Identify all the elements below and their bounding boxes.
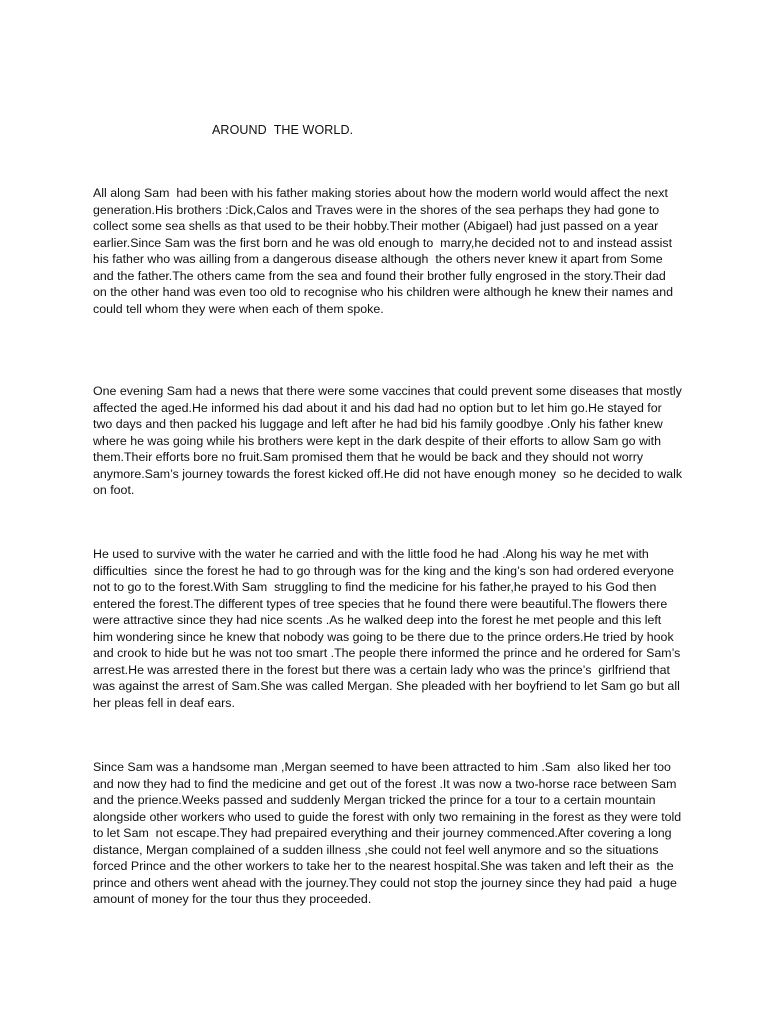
document-title: AROUND THE WORLD.: [212, 123, 354, 137]
paragraph-2: One evening Sam had a news that there were some vaccines that could prevent some diseases that mostly affected the aged.He informed his dad about it and his dad had no option but to let him go.He stayed for two days and then packed his luggage and left after he had bid his family goodbye .Only his father knew where he was going while his brothers were kept in the dark despite of their efforts to allow Sam go with them.Their efforts bore no fruit.Sam promised them that he would be back and they should not worry anymore.Sam’s journey towards the forest kicked off.He did not have enough money so he decided to walk on foot.: [93, 384, 686, 497]
paragraph-4: Since Sam was a handsome man ,Mergan seemed to have been attracted to him .Sam also liked her too and now they had to find the medicine and get out of the forest .It was now a two-horse race between Sam and the prience.Weeks passed and suddenly Mergan tricked the prince for a tour to a certain mountain alongside other workers who used to guide the forest with only two remaining in the forest as they were told to let Sam not escape.They had prepaired everything and their journey commenced.After covering a long distance, Mergan complained of a sudden illness ,she could not feel well anymore and so the situations forced Prince and the other workers to take her to the nearest hospital.She was taken and left their as the prince and others went ahead with the journey.They could not stop the journey since they had paid a huge amount of money for the tour thus they proceeded.: [93, 760, 685, 906]
paragraph-3: He used to survive with the water he carried and with the little food he had .Along his way he met with difficulties since the forest he had to go through was for the king and the king’s son had ordered everyone not to go to the forest.With Sam struggling to find the medicine for his father,he prayed to his God then entered the forest.The different types of tree species that he found there were beautiful.The flowers there were attractive since they had nice scents .As he walked deep into the forest he met people and this left him wondering since he knew that nobody was going to be there due to the prince orders.He tried by hook and crook to hide but he was not too smart .The people there informed the prince and he ordered for Sam’s arrest.He was arrested there in the forest but there was a certain lady who was the prince’s girlfriend that was against the arrest of Sam.She was called Mergan. She pleaded with her boyfriend to let Sam go but all her pleas fell in deaf ears.: [93, 547, 684, 710]
paragraph-1: All along Sam had been with his father making stories about how the modern world would affect the next generation.His brothers :Dick,Calos and Traves were in the shores of the sea perhaps they had gone to collect some sea shells as that used to be their hobby.Their mother (Abigael) had just passed on a year earlier.Since Sam was the first born and he was old enough to marry,he decided not to and instead assist his father who was ailling from a dangerous disease although the others never knew it apart from Some and the father.The others came from the sea and found their brother fully engrosed in the story.Their dad on the other hand was even too old to recognise who his children were although he knew their names and could tell whom they were when each of them spoke.: [93, 186, 677, 316]
